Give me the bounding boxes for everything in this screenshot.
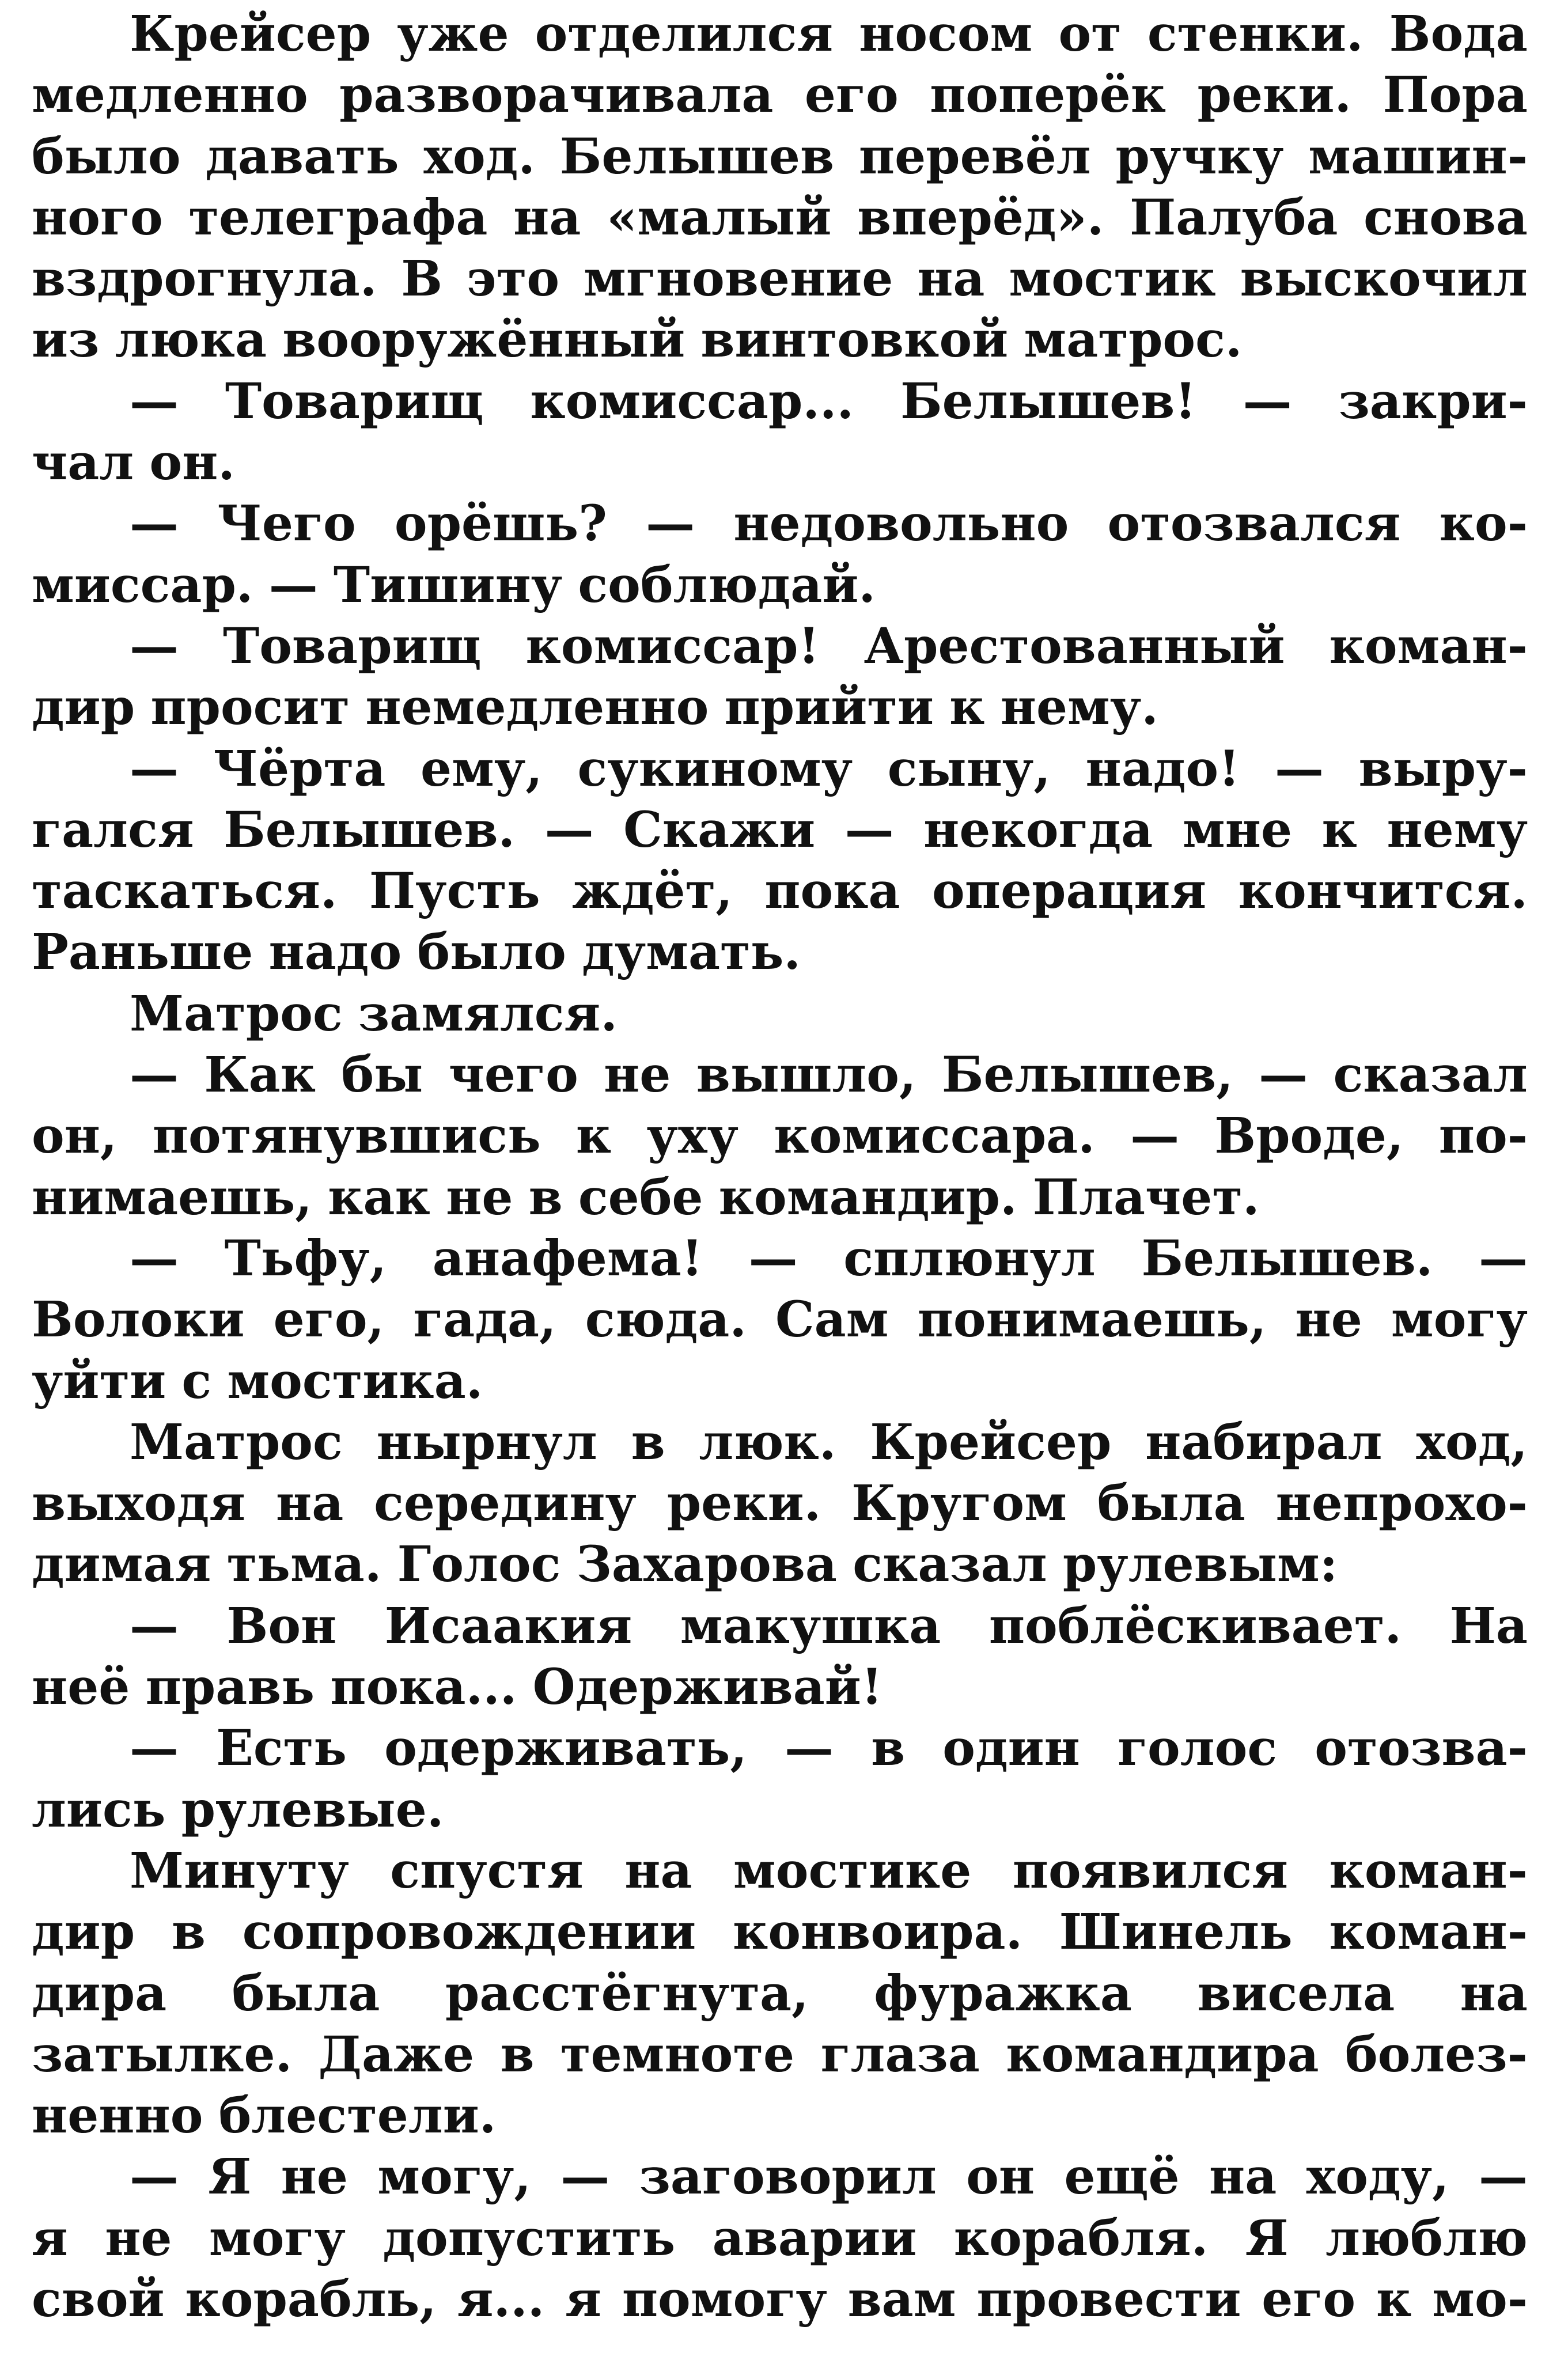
text-line xyxy=(32,2024,1528,2085)
word: болез- xyxy=(1344,2025,1528,2083)
word: орёшь? xyxy=(394,495,607,553)
word: миссар. xyxy=(32,556,253,614)
word: голос xyxy=(1117,1719,1278,1778)
word: не xyxy=(281,2148,348,2206)
word: стенки. xyxy=(1147,5,1364,63)
word: реки. xyxy=(666,1475,821,1533)
word: — xyxy=(1259,1046,1308,1104)
word: замялся. xyxy=(358,984,618,1043)
word: не xyxy=(1295,1291,1362,1349)
text-line xyxy=(32,1534,1528,1595)
word: его, xyxy=(273,1291,385,1349)
word: операция xyxy=(932,862,1207,920)
text-line xyxy=(32,922,1528,983)
word: отделился xyxy=(535,5,834,63)
word: мостике xyxy=(733,1842,972,1900)
word: помогу xyxy=(622,2270,827,2328)
word: — xyxy=(1130,1107,1180,1165)
word: свой xyxy=(32,2270,165,2328)
word: Пусть xyxy=(369,862,540,920)
word: Крейсер xyxy=(130,5,372,63)
text-line xyxy=(32,1657,1528,1718)
text-line xyxy=(32,1718,1528,1779)
word: Вон xyxy=(226,1597,337,1655)
word: ход, xyxy=(1416,1413,1528,1471)
word: в xyxy=(500,2025,535,2083)
word: — xyxy=(130,372,179,430)
word: появился xyxy=(1012,1842,1289,1900)
word: вышло, xyxy=(696,1046,916,1104)
word: спустя xyxy=(390,1842,584,1900)
text-line xyxy=(32,677,1528,738)
word: разворачивала xyxy=(339,66,774,124)
word: пока... xyxy=(330,1658,517,1717)
word: бы xyxy=(341,1046,423,1104)
word: Волоки xyxy=(32,1291,245,1349)
word: поперёк xyxy=(930,66,1166,124)
text-line xyxy=(32,1167,1528,1228)
word: чал xyxy=(32,434,134,492)
word: — xyxy=(785,1719,834,1778)
text-line xyxy=(32,3,1528,65)
word: уху xyxy=(646,1107,738,1165)
word: отозвался xyxy=(1107,495,1401,553)
word: вперёд». xyxy=(857,188,1104,247)
word: как xyxy=(328,1168,430,1226)
word: рулевым: xyxy=(1062,1536,1338,1594)
text-line xyxy=(32,1901,1528,1963)
word: поблёскивает. xyxy=(988,1597,1402,1655)
word: Вроде, xyxy=(1214,1107,1404,1165)
text-line xyxy=(32,616,1528,677)
word: ненно xyxy=(32,2087,203,2145)
word: — xyxy=(268,556,318,614)
word: чего xyxy=(448,1046,578,1104)
word: могу, xyxy=(377,2148,531,2206)
word: на xyxy=(513,188,581,247)
word: он. xyxy=(149,434,235,492)
word: Белышев. xyxy=(1141,1229,1433,1287)
word: — xyxy=(130,1597,179,1655)
word: — xyxy=(748,1229,798,1287)
word: Матрос xyxy=(130,984,343,1043)
word: дира xyxy=(32,1964,167,2022)
word: снова xyxy=(1364,188,1528,247)
text-line xyxy=(32,1351,1528,1412)
word: Я xyxy=(1245,2209,1289,2267)
word: вздрогнула. xyxy=(32,250,377,308)
word: «малый xyxy=(607,188,832,247)
word: не xyxy=(604,1046,671,1104)
word: — xyxy=(130,617,179,675)
word: сказал xyxy=(853,1536,1047,1594)
word: комиссар! xyxy=(525,617,820,675)
word: могу xyxy=(209,2209,346,2267)
word: — xyxy=(130,1719,179,1778)
word: Белышев xyxy=(559,127,835,185)
word: машин- xyxy=(1308,127,1528,185)
word: — xyxy=(130,1229,179,1287)
text-line xyxy=(32,493,1528,554)
word: люка xyxy=(115,311,267,369)
word: темноте xyxy=(560,2025,795,2083)
word: немедленно xyxy=(365,679,709,737)
word: он xyxy=(966,2148,1035,2206)
word: понимаешь, xyxy=(917,1291,1267,1349)
word: середину xyxy=(374,1475,637,1533)
text-line xyxy=(32,1840,1528,1901)
text-line xyxy=(32,187,1528,248)
word: нему. xyxy=(1000,679,1158,737)
word: ещё xyxy=(1064,2148,1180,2206)
word: на xyxy=(1460,1964,1528,2022)
word: макушка xyxy=(680,1597,941,1655)
word: было xyxy=(32,127,181,185)
word: нимаешь, xyxy=(32,1168,312,1226)
word: мо- xyxy=(1432,2270,1528,2328)
word: дир xyxy=(32,679,135,737)
word: сукиному xyxy=(577,740,853,798)
word: ему, xyxy=(420,740,543,798)
word: закри- xyxy=(1338,372,1528,430)
word: я xyxy=(32,2209,68,2267)
word: отозва- xyxy=(1315,1719,1528,1778)
word: В xyxy=(401,250,443,308)
word: сплюнул xyxy=(843,1229,1096,1287)
word: — xyxy=(130,1046,179,1104)
text-line xyxy=(32,65,1528,126)
word: Крейсер xyxy=(870,1413,1112,1471)
text-line xyxy=(32,2208,1528,2269)
word: корабль, xyxy=(185,2270,437,2328)
word: давать xyxy=(205,127,399,185)
word: медленно xyxy=(32,66,308,124)
word: затылке. xyxy=(32,2025,293,2083)
word: корабля. xyxy=(953,2209,1209,2267)
word: могу xyxy=(1391,1291,1528,1349)
word: — xyxy=(844,801,894,859)
word: Захарова xyxy=(576,1536,838,1594)
word: Вода xyxy=(1389,5,1528,63)
word: надо! xyxy=(1085,740,1240,798)
word: — xyxy=(544,801,594,859)
word: прийти xyxy=(724,679,934,737)
word: лись xyxy=(32,1780,166,1839)
word: — xyxy=(1479,2148,1528,2206)
word: было xyxy=(417,923,566,982)
word: Тьфу, xyxy=(224,1229,387,1287)
word: Скажи xyxy=(623,801,816,859)
word: комиссар... xyxy=(530,372,854,430)
word: — xyxy=(646,495,695,553)
word: допустить xyxy=(382,2209,676,2267)
word: — xyxy=(130,740,179,798)
word: комиссара. xyxy=(774,1107,1095,1165)
word: я... xyxy=(457,2270,545,2328)
word: мостика. xyxy=(227,1352,483,1410)
word: вооружённый xyxy=(282,311,685,369)
word: Чёрта xyxy=(213,740,386,798)
word: уже xyxy=(397,5,509,63)
word: — xyxy=(1243,372,1292,430)
word: Минуту xyxy=(130,1842,349,1900)
word: командир. xyxy=(718,1168,1017,1226)
text-line xyxy=(32,432,1528,493)
word: Пора xyxy=(1383,66,1528,124)
word: это xyxy=(467,250,560,308)
word: выру- xyxy=(1358,740,1528,798)
word: винтовкой xyxy=(700,311,1009,369)
word: мгновение xyxy=(584,250,893,308)
word: сопровождении xyxy=(242,1903,696,1961)
text-line xyxy=(32,248,1528,309)
word: коман- xyxy=(1329,1842,1528,1900)
word: просит xyxy=(150,679,350,737)
word: ручку xyxy=(1115,127,1284,185)
word: сюда. xyxy=(585,1291,747,1349)
word: Раньше xyxy=(32,923,253,982)
word: ного xyxy=(32,188,163,247)
word: Есть xyxy=(216,1719,347,1778)
word: Белышев. xyxy=(224,801,516,859)
text-line xyxy=(32,555,1528,616)
word: один xyxy=(942,1719,1080,1778)
text-line xyxy=(32,1963,1528,2024)
text-line xyxy=(32,1228,1528,1289)
word: к xyxy=(1376,2270,1412,2328)
word: конвоира. xyxy=(732,1903,1023,1961)
word: он, xyxy=(32,1107,118,1165)
word: анафема! xyxy=(432,1229,703,1287)
text-line xyxy=(32,1289,1528,1350)
word: перевёл xyxy=(858,127,1091,185)
word: с xyxy=(181,1352,212,1410)
word: расстёгнута, xyxy=(445,1964,809,2022)
word: телеграфа xyxy=(188,188,488,247)
word: в xyxy=(871,1719,906,1778)
text-line xyxy=(32,1105,1528,1166)
word: коман- xyxy=(1329,1903,1528,1961)
word: себе xyxy=(578,1168,703,1226)
word: Белышев, xyxy=(941,1046,1233,1104)
word: одерживать, xyxy=(384,1719,747,1778)
word: висела xyxy=(1197,1964,1395,2022)
word: некогда xyxy=(923,801,1153,859)
word: блестели. xyxy=(218,2087,497,2145)
word: неё xyxy=(32,1658,130,1717)
word: Плачет. xyxy=(1032,1168,1260,1226)
word: Исаакия xyxy=(384,1597,632,1655)
word: тьма. xyxy=(226,1536,382,1594)
word: ждёт, xyxy=(572,862,733,920)
word: — xyxy=(130,495,179,553)
word: матрос. xyxy=(1024,311,1243,369)
text-line xyxy=(32,1412,1528,1473)
text-line xyxy=(32,371,1528,432)
word: ход. xyxy=(423,127,535,185)
word: Товарищ xyxy=(222,617,482,675)
text-line xyxy=(32,861,1528,922)
text-line xyxy=(32,126,1528,187)
word: люк. xyxy=(699,1413,836,1471)
word: была xyxy=(232,1964,380,2022)
word: рулевые. xyxy=(181,1780,444,1839)
word: Шинель xyxy=(1059,1903,1293,1961)
word: фуражка xyxy=(874,1964,1132,2022)
word: по- xyxy=(1438,1107,1528,1165)
word: Даже xyxy=(318,2025,475,2083)
word: глаза xyxy=(820,2025,980,2083)
word: вам xyxy=(847,2270,956,2328)
word: непрохо- xyxy=(1275,1475,1528,1533)
word: нырнул xyxy=(376,1413,597,1471)
word: димая xyxy=(32,1536,211,1594)
word: думать. xyxy=(582,923,801,982)
word: Как xyxy=(204,1046,316,1104)
word: Голос xyxy=(397,1536,561,1594)
word: его xyxy=(1262,2270,1356,2328)
word: пока xyxy=(764,862,900,920)
word: к xyxy=(949,679,985,737)
word: нему xyxy=(1387,801,1528,859)
word: носом xyxy=(859,5,1033,63)
word: к xyxy=(575,1107,612,1165)
word: в xyxy=(171,1903,206,1961)
text-line xyxy=(32,1044,1528,1105)
text-line xyxy=(32,1779,1528,1840)
word: Палуба xyxy=(1130,188,1338,247)
word: на xyxy=(1209,2148,1277,2206)
word: не xyxy=(446,1168,513,1226)
word: заговорил xyxy=(639,2148,937,2206)
word: я xyxy=(565,2270,601,2328)
text-line xyxy=(32,1473,1528,1534)
word: надо xyxy=(268,923,402,982)
word: аварии xyxy=(712,2209,917,2267)
word: правь xyxy=(145,1658,315,1717)
word: люблю xyxy=(1325,2209,1528,2267)
word: от xyxy=(1058,5,1122,63)
text-line xyxy=(32,2146,1528,2207)
word: выходя xyxy=(32,1475,246,1533)
text-line xyxy=(32,2269,1528,2330)
word: Одерживай! xyxy=(532,1658,883,1717)
word: соблюдай. xyxy=(578,556,876,614)
word: мне xyxy=(1182,801,1293,859)
word: выскочил xyxy=(1240,250,1528,308)
word: Арестованный xyxy=(863,617,1285,675)
word: Товарищ xyxy=(225,372,484,430)
word: На xyxy=(1449,1597,1528,1655)
word: не xyxy=(105,2209,172,2267)
word: Сам xyxy=(775,1291,889,1349)
word: на xyxy=(917,250,985,308)
word: — xyxy=(130,2148,179,2206)
text-line xyxy=(32,800,1528,861)
word: командира xyxy=(1006,2025,1319,2083)
word: гался xyxy=(32,801,194,859)
word: ко- xyxy=(1439,495,1528,553)
word: недовольно xyxy=(733,495,1069,553)
word: его xyxy=(804,66,899,124)
word: в xyxy=(528,1168,563,1226)
word: набирал xyxy=(1145,1413,1383,1471)
text-line xyxy=(32,738,1528,800)
word: — xyxy=(560,2148,610,2206)
word: Я xyxy=(208,2148,252,2206)
word: гада, xyxy=(413,1291,556,1349)
word: Кругом xyxy=(851,1475,1067,1533)
word: на xyxy=(275,1475,344,1533)
word: Тишину xyxy=(333,556,563,614)
text-line xyxy=(32,1596,1528,1657)
word: была xyxy=(1097,1475,1245,1533)
word: дир xyxy=(32,1903,135,1961)
word: уйти xyxy=(32,1352,166,1410)
word: Матрос xyxy=(130,1413,343,1471)
word: Чего xyxy=(217,495,356,553)
word: провести xyxy=(976,2270,1241,2328)
word: сказал xyxy=(1333,1046,1528,1104)
word: в xyxy=(631,1413,665,1471)
word: мостик xyxy=(1009,250,1216,308)
word: ходу, xyxy=(1306,2148,1449,2206)
text-line xyxy=(32,983,1528,1044)
text-line xyxy=(32,2085,1528,2146)
word: к xyxy=(1321,801,1357,859)
word: таскаться. xyxy=(32,862,338,920)
text-line xyxy=(32,309,1528,370)
word: коман- xyxy=(1329,617,1528,675)
word: из xyxy=(32,311,100,369)
word: реки. xyxy=(1197,66,1352,124)
word: потянувшись xyxy=(152,1107,541,1165)
word: кончится. xyxy=(1238,862,1528,920)
word: Белышев! xyxy=(900,372,1196,430)
word: — xyxy=(1274,740,1324,798)
word: — xyxy=(1478,1229,1528,1287)
word: на xyxy=(624,1842,692,1900)
word: сыну, xyxy=(887,740,1051,798)
